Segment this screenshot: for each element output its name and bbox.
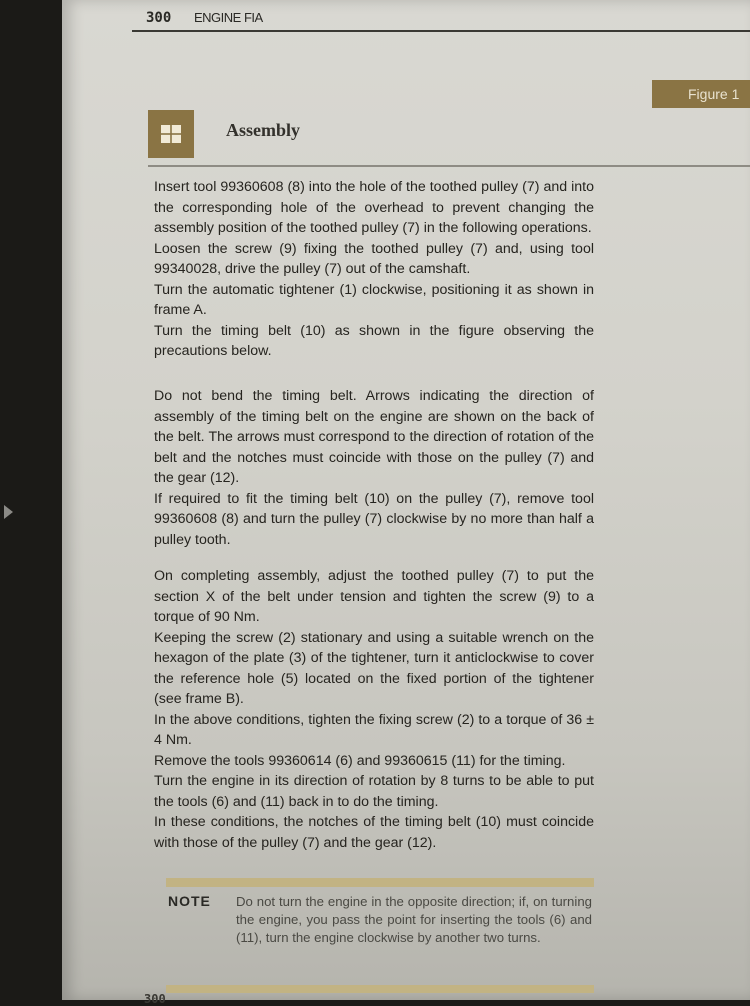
paragraph: Remove the tools 99360614 (6) and 99360615 (11) for the timing.	[154, 752, 566, 769]
figure-tab: Figure 1	[652, 80, 750, 108]
header-rule	[132, 30, 750, 32]
paragraph: Do not bend the timing belt. Arrows indicating the direction of assembly of the timing belt on the engine are shown on the back of the belt. The arrows must correspond to the direction of rotation of the belt and the notches must coincide with those on the pulley (7) and the gear (12).	[154, 388, 594, 486]
text-block-timing-belt	[154, 386, 594, 550]
note-rule-top	[166, 878, 594, 887]
paragraph: If required to fit the timing belt (10) on the pulley (7), remove tool 99360608 (8) and turn the pulley (7) clockwise by no more than half a pulley tooth.	[154, 490, 594, 548]
text-block-completing-assembly	[154, 566, 594, 853]
paragraph: Turn the engine in its direction of rotation by 8 turns to be able to put the tools (6) and (11) back in to do the timing.	[154, 773, 594, 810]
note-label: NOTE	[168, 893, 211, 909]
page-number: 300	[146, 10, 172, 26]
paragraph: In the above conditions, tighten the fixing screw (2) to a torque of 36 ± 4 Nm.	[154, 711, 594, 748]
section-title: Assembly	[226, 120, 301, 140]
section-rule	[148, 165, 750, 167]
paragraph: In these conditions, the notches of the timing belt (10) must coincide with those of the pulley (7) and the gear (12).	[154, 814, 594, 851]
section-icon-box	[148, 110, 194, 158]
paragraph: Insert tool 99360608 (8) into the hole of the toothed pulley (7) and into the corresponding hole of the overhead to prevent changing the assembly position of the toothed pulley (7) in the following operations.	[154, 179, 594, 236]
note-text: Do not turn the engine in the opposite direction; if, on turning the engine, you pass the point for inserting the tools (6) and (11), turn the engine clockwise by another two turns.	[236, 894, 592, 945]
triangle-marker-icon	[4, 505, 13, 519]
running-header: ENGINE FIA	[194, 10, 263, 25]
paragraph: Turn the automatic tightener (1) clockwise, positioning it as shown in frame A.	[154, 281, 594, 318]
text-block-insert-tool	[154, 177, 594, 362]
manual-page	[62, 0, 750, 1006]
note-rule-bottom	[166, 985, 594, 993]
next-page-number-fragment: 300	[144, 992, 166, 1006]
paragraph: Loosen the screw (9) fixing the toothed pulley (7) and, using tool 99340028, drive the pulley (7) out of the camshaft.	[154, 240, 594, 277]
paragraph: On completing assembly, adjust the toothed pulley (7) to put the section X of the belt under tension and tighten the screw (9) to a torque of 90 Nm.	[154, 568, 594, 625]
paragraph: Keeping the screw (2) stationary and using a suitable wrench on the hexagon of the plate (3) of the tightener, turn it anticlockwise to cover the reference hole (5) located on the fixed portion of the tightener (see frame B).	[154, 629, 594, 707]
paragraph: Turn the timing belt (10) as shown in the figure observing the precautions below.	[154, 322, 594, 359]
grid-icon	[161, 125, 181, 143]
